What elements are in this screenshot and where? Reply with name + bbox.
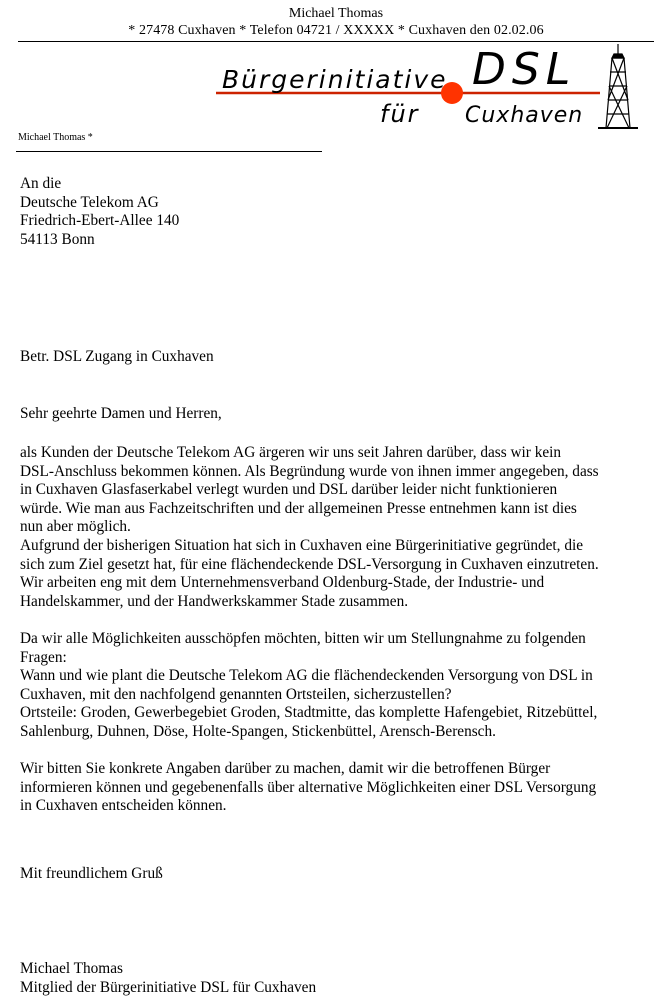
signature-name: Michael Thomas bbox=[20, 960, 123, 977]
signature-role: Mitglied der Bürgerinitiative DSL für Cuxhaven bbox=[20, 978, 317, 996]
salutation: Sehr geehrte Damen und Herren, bbox=[20, 405, 222, 422]
paragraph: Wir bitten Sie konkrete Angaben darüber zu machen, damit wir die betroffenen Bürger informieren können und gegebenenfalls über alternative Möglichkeiten einer DSL Versorgung in Cuxhaven entscheiden können. bbox=[20, 760, 597, 815]
subject-line: Betr. DSL Zugang in Cuxhaven bbox=[20, 348, 214, 365]
closing: Mit freundlichem Gruß bbox=[20, 865, 163, 882]
logo-word-fuer: für bbox=[380, 100, 420, 128]
paragraph: Da wir alle Möglichkeiten ausschöpfen möchten, bitten wir um Stellungnahme zu folgenden Fragen: Wann und wie plant die Deutsche Telekom AG die flächendeckenden Versorgung von DSL in Cuxhaven, mit den nachfolgend genannten Ortsteilen, sicherzustellen? Ortsteile: Groden, Gewerbegebiet Groden, Stadtmitte, das komplette Hafengebiet, Ritzebüttel, Sahlenburg, Duhnen, Döse, Holte-Spangen, Stickenbüttel, Arensch-Berensch. bbox=[20, 629, 598, 740]
sender-line: Michael Thomas * bbox=[18, 132, 93, 143]
sender-rule bbox=[16, 151, 322, 152]
lighthouse-icon bbox=[598, 44, 638, 128]
recipient-line: Deutsche Telekom AG bbox=[20, 193, 159, 211]
logo-word-cuxhaven: Cuxhaven bbox=[465, 103, 584, 128]
logo-acronym-dsl: DSL bbox=[472, 44, 577, 95]
recipient-line: 54113 Bonn bbox=[20, 230, 95, 248]
letterhead-address-line: * 27478 Cuxhaven * Telefon 04721 / XXXXX * Cuxhaven den 02.02.06 bbox=[128, 23, 544, 38]
logo-buergerinitiative-dsl bbox=[210, 42, 670, 132]
signature-block bbox=[20, 960, 660, 997]
recipient-line: An die bbox=[20, 175, 62, 192]
logo-word-buergerinitiative: Bürgerinitiative bbox=[222, 65, 448, 94]
letter-body bbox=[20, 444, 660, 816]
letterhead-name: Michael Thomas bbox=[288, 6, 384, 21]
recipient-line: Friedrich-Ebert-Allee 140 bbox=[20, 212, 180, 230]
recipient-address bbox=[20, 175, 660, 249]
paragraph: als Kunden der Deutsche Telekom AG ärgeren wir uns seit Jahren darüber, dass wir kein DSL-Anschluss bekommen können. Als Begründung wurde von ihnen immer angegeben, dass in Cuxhaven Glasfaserkabel verlegt wurden und DSL darüber leider nicht funktionieren würde. Wie man aus Fachzeitschriften und der allgemeinen Presse entnehmen kann ist dies nun aber möglich. Aufgrund der bisherigen Situation hat sich in Cuxhaven eine Bürgerinitiative gegründet, die sich zum Ziel gesetzt hat, für eine flächendeckende DSL-Versorgung in Cuxhaven einzutreten. Wir arbeiten eng mit dem Unternehmensverband Oldenburg-Stade, der Industrie- und Handelskammer, und der Handwerkskammer Stade zusammen. bbox=[20, 444, 599, 610]
